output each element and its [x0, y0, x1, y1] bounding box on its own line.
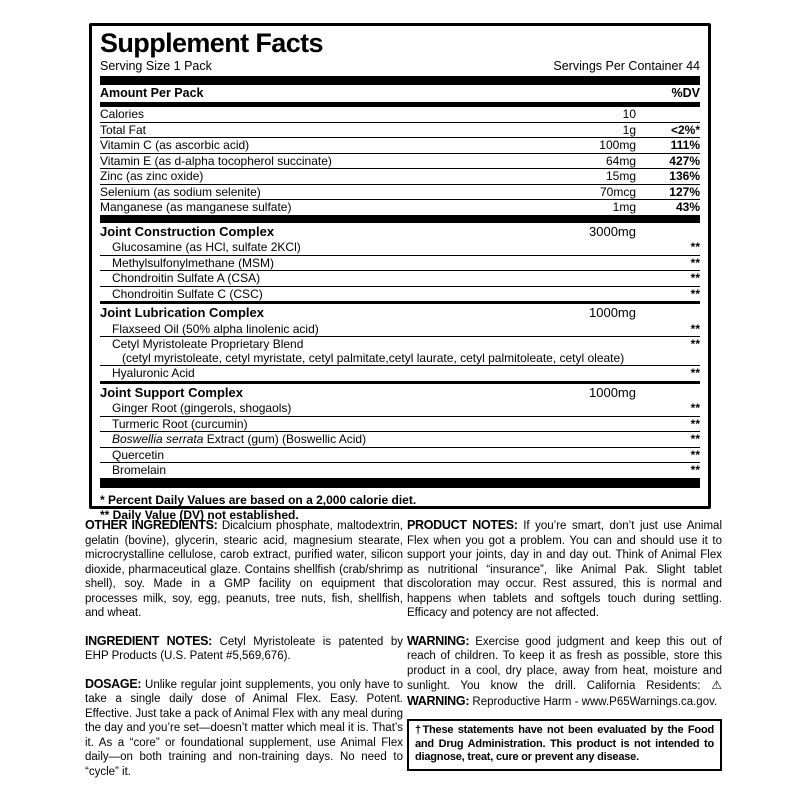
complex-dv [636, 225, 700, 239]
ingredient-name-rest: Extract (gum) (Boswellic Acid) [203, 432, 367, 446]
nutrient-amount: 64mg [605, 153, 636, 168]
ingredient-dv: ** [690, 240, 700, 254]
ingredient-name: Ginger Root (gingerols, shogaols) [112, 401, 292, 415]
divider-thick [100, 478, 700, 488]
complex-header-joint-construction [100, 223, 700, 241]
ingredient-row-turmeric-root [100, 416, 700, 432]
warning-body: Exercise good judgment and keep this out of reach of children. To keep it as fresh as possible, store this product in a cool, dry place, away from heat, moisture and sunlight. You know the drill. California Residents: [407, 635, 722, 692]
nutrient-dv: 127% [669, 184, 700, 199]
ingredient-row-chondroitin-a [100, 270, 700, 286]
ingredient-name: Chondroitin Sulfate A (CSA) [112, 271, 261, 285]
nutrient-dv: <2%* [670, 122, 700, 137]
ingredient-dv: ** [690, 321, 700, 336]
complex-name: Joint Support Complex [100, 384, 243, 400]
ingredient-row-quercetin [100, 447, 700, 463]
servings-per-container: Servings Per Container 44 [553, 59, 700, 73]
complex-header-joint-lubrication [100, 301, 700, 322]
ingredient-name [100, 433, 636, 446]
complex-amount: 1000mg [589, 305, 636, 320]
ingredient-dv: ** [690, 271, 700, 285]
nutrients-table [100, 107, 700, 215]
warning-heading: WARNING: [407, 633, 470, 648]
serving-size: Serving Size 1 Pack [100, 59, 212, 73]
nutrient-name: Vitamin E (as d-alpha tocopherol succinate) [100, 153, 332, 168]
nutrient-dv: 111% [670, 138, 700, 152]
ingredient-dv: ** [690, 255, 700, 270]
nutrient-row-manganese [100, 199, 700, 215]
footnote-dv-not-established: ** Daily Value (DV) not established. [100, 507, 299, 522]
dosage-paragraph [85, 677, 403, 780]
warning-paragraph [407, 634, 722, 710]
ingredient-name: Chondroitin Sulfate C (CSC) [112, 286, 263, 301]
footnote-percent-dv: * Percent Daily Values are based on a 2,000 calorie diet. [100, 492, 417, 507]
complex-dv [636, 306, 700, 320]
complex-name: Joint Construction Complex [100, 223, 275, 239]
ingredient-row-hyaluronic-acid [100, 365, 700, 381]
ingredient-dv: ** [690, 416, 700, 431]
warning-triangle-icon: ⚠ [711, 678, 722, 692]
nutrient-amount: 10 [622, 107, 636, 121]
ingredient-row-glucosamine [100, 240, 700, 255]
ingredient-row-msm [100, 255, 700, 271]
column-header-row [100, 85, 700, 102]
nutrient-row-selenium [100, 184, 700, 200]
other-ingredients-paragraph [85, 518, 403, 621]
fine-print-right-column [407, 518, 722, 771]
ingredient-dv: ** [690, 447, 700, 462]
nutrient-name: Total Fat [100, 122, 147, 137]
nutrient-dv: 136% [669, 169, 700, 183]
ingredient-name: Bromelain [112, 463, 167, 477]
nutrient-row-vitamin-e [100, 153, 700, 169]
nutrient-amount: 15mg [605, 169, 636, 183]
nutrient-row-calories [100, 107, 700, 122]
nutrient-amount: 100mg [599, 138, 636, 152]
serving-row [100, 58, 700, 76]
other-ingredients-heading: OTHER INGREDIENTS: [85, 518, 218, 532]
product-notes-paragraph [407, 518, 722, 621]
nutrient-name: Zinc (as zinc oxide) [100, 169, 204, 183]
dosage-heading: DOSAGE: [85, 676, 142, 691]
complex-name: Joint Lubrication Complex [100, 305, 264, 320]
ingredient-notes-body: Cetyl Myristoleate is patented by EHP Products (U.S. Patent #5,569,676). [85, 635, 403, 662]
ingredient-dv: ** [690, 366, 700, 380]
ingredient-dv: ** [690, 401, 700, 415]
ingredient-name: Cetyl Myristoleate Proprietary Blend [112, 337, 304, 351]
nutrient-dv [636, 108, 700, 121]
fda-disclaimer-box [407, 719, 722, 771]
ingredient-row-chondroitin-c [100, 286, 700, 302]
ingredient-dv: ** [690, 432, 700, 446]
ingredient-name-latin: Boswellia serrata [112, 432, 204, 446]
nutrient-name: Selenium (as sodium selenite) [100, 184, 261, 199]
ingredient-row-cetyl-myristoleate-blend [100, 336, 700, 352]
ingredient-notes-heading: INGREDIENT NOTES: [85, 633, 213, 648]
ingredient-dv: ** [690, 337, 700, 351]
nutrient-dv: 43% [675, 200, 700, 214]
product-notes-heading: PRODUCT NOTES: [407, 518, 518, 532]
nutrient-name: Calories [100, 107, 145, 121]
complexes-table [100, 223, 700, 478]
ingredient-name: Methylsulfonylmethane (MSM) [112, 255, 275, 270]
ingredient-notes-paragraph [85, 634, 403, 664]
ingredient-name: Glucosamine (as HCl, sulfate 2KCl) [112, 240, 301, 254]
complex-header-joint-support [100, 381, 700, 402]
nutrient-name: Manganese (as manganese sulfate) [100, 200, 292, 214]
prop65-warning-heading: WARNING: [407, 693, 470, 708]
complex-amount: 1000mg [589, 384, 636, 400]
ingredient-name: Quercetin [112, 447, 165, 462]
ingredient-name: Turmeric Root (curcumin) [112, 416, 248, 431]
amount-per-pack-label: Amount Per Pack [100, 86, 204, 100]
fine-print-left-column [85, 518, 403, 792]
dosage-body: Unlike regular joint supplements, you only have to take a single daily dose of Animal Flex. Easy. Potent. Effective. Just take a pack of Animal Flex with any meal during the day and you’re set—doesn’t matter which meal it is. That’s it. As a “core” or foundational supplement, use Animal Flex daily—on both training and non-training days. No need to “cycle” it. [85, 678, 403, 778]
ingredient-row-flaxseed-oil [100, 322, 700, 337]
ingredient-name: Hyaluronic Acid [112, 366, 195, 380]
other-ingredients-body: Dicalcium phosphate, maltodextrin, gelatin (bovine), glycerin, stearic acid, magnesium stearate, microcrystalline cellulose, carob extract, purified water, silicon dioxide, pharmaceutical glaze. Contains shellfish (crab/shrimp shell), soy. Made in a GMP facility on equipment that processes milk, soy, egg, peanuts, tree nuts, fish, shellfish, and wheat. [85, 520, 403, 619]
ingredient-row-cetyl-blend-components [100, 352, 700, 366]
nutrient-row-total-fat [100, 122, 700, 138]
prop65-warning-body: Reproductive Harm - www.P65Warnings.ca.gov. [472, 695, 718, 708]
ingredient-row-bromelain [100, 462, 700, 478]
nutrient-name: Vitamin C (as ascorbic acid) [100, 138, 250, 152]
ingredient-name: Flaxseed Oil (50% alpha linolenic acid) [112, 321, 319, 336]
ingredient-continuation: (cetyl myristoleate, cetyl myristate, cetyl palmitate,cetyl laurate, cetyl palmitoleate, cetyl oleate) [122, 350, 625, 365]
ingredient-row-ginger-root [100, 401, 700, 416]
panel-title: Supplement Facts [100, 28, 323, 58]
supplement-facts-panel [89, 23, 711, 522]
complex-dv [636, 386, 700, 400]
divider-thick [100, 215, 700, 223]
divider-thick [100, 76, 700, 85]
nutrient-row-vitamin-c [100, 137, 700, 153]
nutrient-row-zinc [100, 168, 700, 184]
complex-amount: 3000mg [589, 223, 636, 239]
nutrient-amount: 1g [622, 122, 636, 137]
product-notes-body: If you’re smart, don’t just use Animal Flex when you got a problem. You can and should use it to support your joints, day in and day out. Think of Animal Flex as nutritional “insurance”, like Animal Pak. Slight tablet discoloration may occur. Rest assured, this is normal and happens when tablets and softgels touch during settling. Efficacy and potency are not affected. [407, 520, 722, 619]
ingredient-row-boswellia [100, 431, 700, 447]
ingredient-dv: ** [690, 286, 700, 301]
dv-column-label: %DV [671, 86, 700, 100]
nutrient-dv: 427% [669, 153, 700, 168]
fda-disclaimer-text: †These statements have not been evaluated by the Food and Drug Administration. This product is not intended to diagnose, treat, cure or prevent any disease. [415, 724, 714, 763]
nutrient-amount: 1mg [612, 200, 636, 214]
ingredient-dv: ** [690, 463, 700, 477]
nutrient-amount: 70mcg [599, 184, 636, 199]
